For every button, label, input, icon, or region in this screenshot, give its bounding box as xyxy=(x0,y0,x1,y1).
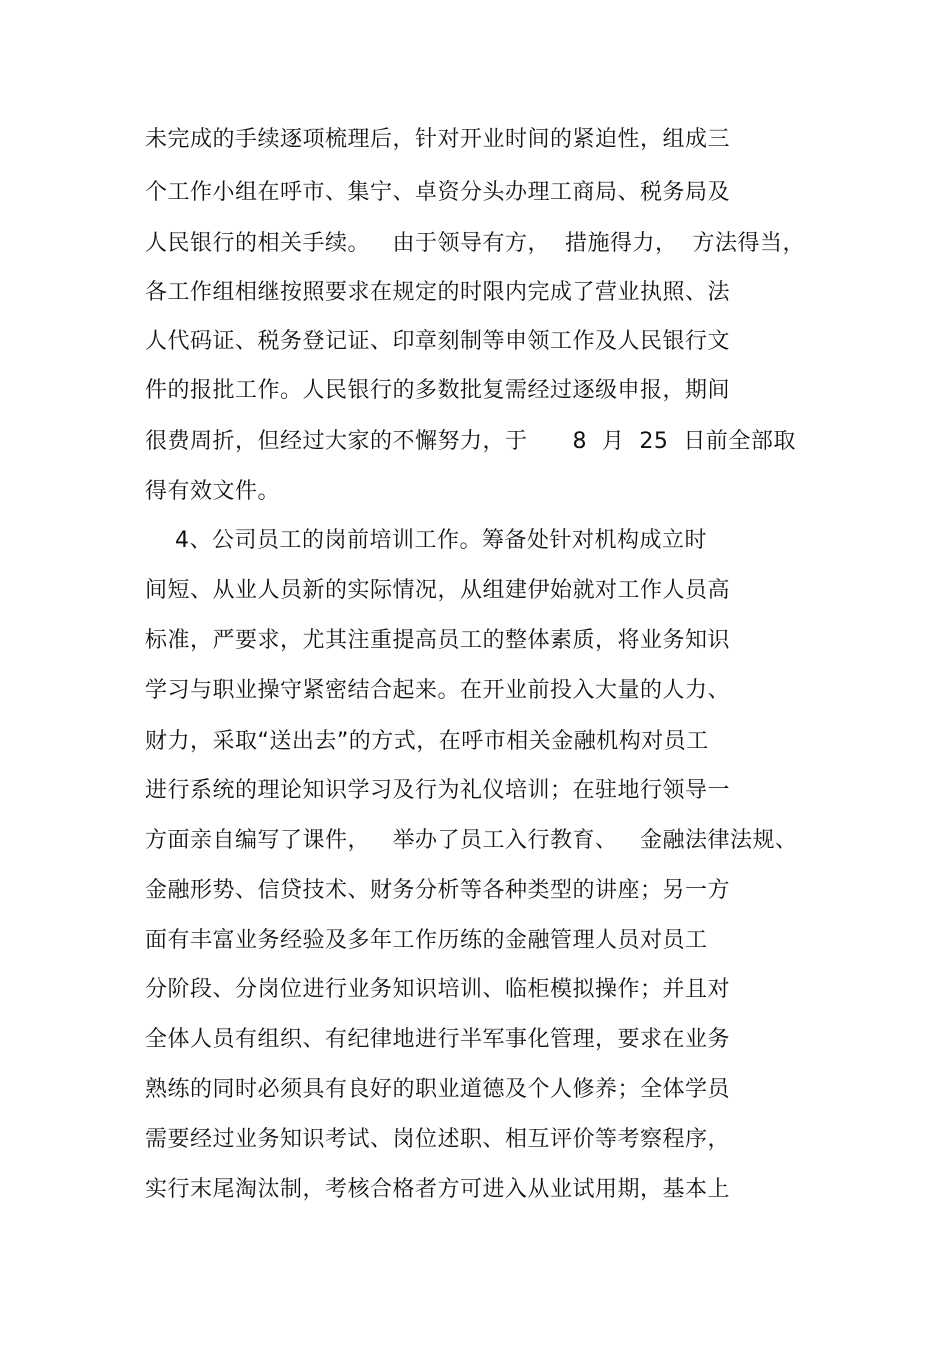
text-line: 个工作小组在呼市、集宁、卓资分头办理工商局、税务局及 xyxy=(145,180,731,205)
text-line: 全体人员有组织、有纪律地进行半军事化管理，要求在业务 xyxy=(145,1027,731,1052)
text-line: 很费周折，但经过大家的不懈努力，于 8 月 25 日前全部取 xyxy=(145,429,796,454)
text-line: 学习与职业操守紧密结合起来。在开业前投入大量的人力、 xyxy=(145,678,731,703)
text-line: 人民银行的相关手续。 由于领导有方， 措施得力， 方法得当， xyxy=(145,231,805,256)
paragraph-first-line: 4、公司员工的岗前培训工作。筹备处针对机构成立时 xyxy=(145,528,707,553)
text-line: 标准，严要求，尤其注重提高员工的整体素质，将业务知识 xyxy=(145,628,731,653)
text-line: 面有丰富业务经验及多年工作历练的金融管理人员对员工 xyxy=(145,928,708,953)
text-line: 熟练的同时必须具有良好的职业道德及个人修养；全体学员 xyxy=(145,1077,731,1102)
text-line: 未完成的手续逐项梳理后，针对开业时间的紧迫性，组成三 xyxy=(145,127,731,152)
text-line: 得有效文件。 xyxy=(145,479,281,504)
text-line: 需要经过业务知识考试、岗位述职、相互评价等考察程序， xyxy=(145,1127,731,1152)
text-line: 分阶段、分岗位进行业务知识培训、临柜模拟操作；并且对 xyxy=(145,977,731,1002)
text-line: 各工作组相继按照要求在规定的时限内完成了营业执照、法 xyxy=(145,280,731,305)
text-line: 进行系统的理论知识学习及行为礼仪培训；在驻地行领导一 xyxy=(145,778,731,803)
text-line: 人代码证、税务登记证、印章刻制等申领工作及人民银行文 xyxy=(145,329,731,354)
text-line: 实行末尾淘汰制，考核合格者方可进入从业试用期，基本上 xyxy=(145,1177,731,1202)
text-line: 金融形势、信贷技术、财务分析等各种类型的讲座；另一方 xyxy=(145,878,731,903)
text-line: 间短、从业人员新的实际情况，从组建伊始就对工作人员高 xyxy=(145,578,731,603)
text-line: 件的报批工作。人民银行的多数批复需经过逐级申报，期间 xyxy=(145,378,731,403)
text-line: 方面亲自编写了课件， 举办了员工入行教育、 金融法律法规、 xyxy=(145,828,798,853)
text-line: 财力，采取“送出去”的方式，在呼市相关金融机构对员工 xyxy=(145,729,709,754)
